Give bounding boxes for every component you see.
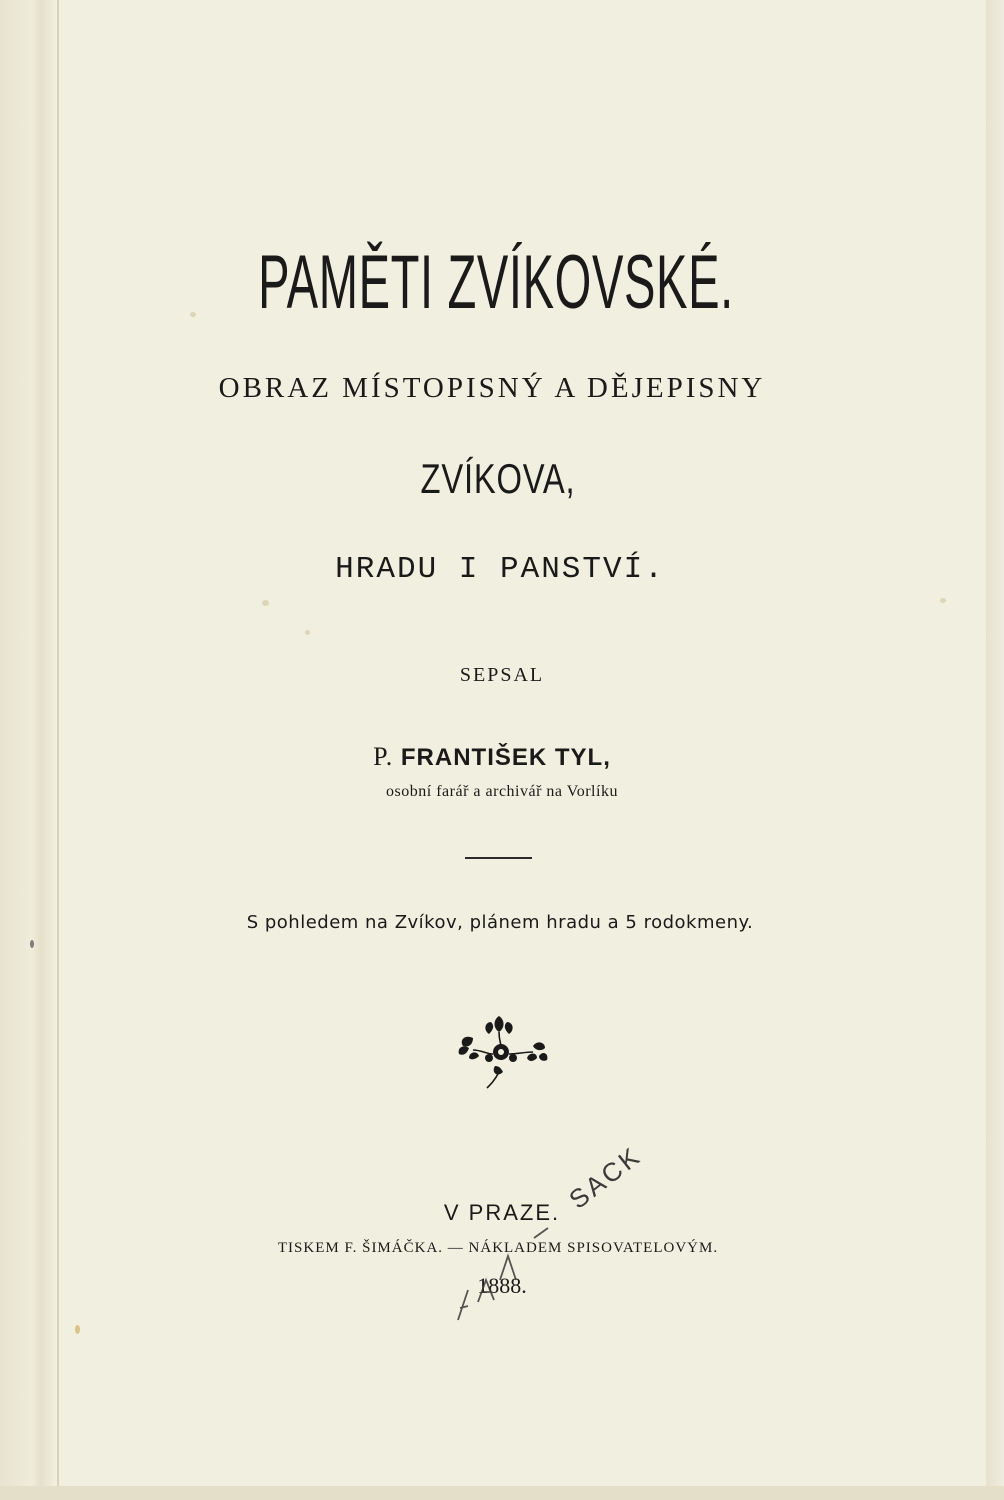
author-line xyxy=(0,742,994,772)
subject-name: ZVÍKOVA, xyxy=(420,455,576,502)
publication-place: V PRAZE. xyxy=(443,1200,561,1225)
divider-rule xyxy=(465,857,532,859)
foxing-spot xyxy=(940,598,946,603)
subject-detail: HRADU I PANSTVÍ. xyxy=(335,552,665,587)
author-name: FRANTIŠEK TYL, xyxy=(400,744,611,771)
foxing-spot xyxy=(262,600,269,606)
foxing-spot xyxy=(75,1325,80,1334)
byline-label: SEPSAL xyxy=(459,664,545,686)
author-occupation: osobní farář a archivář na Vorlíku xyxy=(386,783,618,800)
publication-year: 1888. xyxy=(477,1273,527,1298)
illustrations-note: S pohledem na Zvíkov, plánem hradu a 5 rodokmeny. xyxy=(246,912,754,933)
author-prefix: P. xyxy=(373,742,394,771)
floral-vignette-icon xyxy=(455,1012,551,1092)
page-edge-bottom xyxy=(0,1486,1004,1500)
stamp-text: SACK xyxy=(563,1140,647,1215)
book-title: PAMĚTI ZVÍKOVSKÉ. xyxy=(258,240,734,325)
printer-publisher: TISKEM F. ŠIMÁČKA. — NÁKLADEM SPISOVATELOVÝM. xyxy=(277,1240,719,1256)
gutter-mark xyxy=(30,940,34,948)
foxing-spot xyxy=(305,630,310,635)
library-stamp xyxy=(438,1130,698,1330)
book-subtitle: OBRAZ MÍSTOPISNÝ A DĚJEPISNY xyxy=(218,372,766,404)
